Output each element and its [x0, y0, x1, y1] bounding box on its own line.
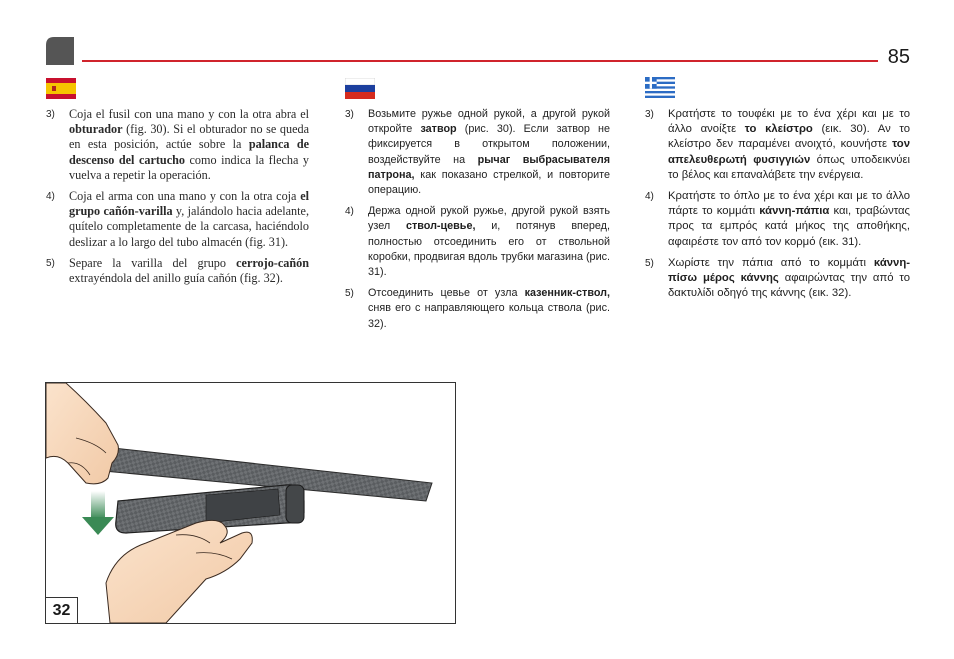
lower-hand: [106, 520, 252, 623]
greece-flag-icon: [645, 77, 675, 98]
figure-label: 32: [46, 597, 78, 623]
header-rule: [82, 60, 878, 62]
ru-step-3: 3) Возьмите ружье одной рукой, а другой рукой откройте затвор (рис. 30). Если затвор не фиксируется в открытом положении, воздействуйте на рычаг выбрасывателя патрона, как показано стрелкой, и повторите операцию.: [345, 108, 610, 197]
es-step-3: 3) Coja el fusil con una mano y con la otra abra el obturador (fig. 30). Si el obturador no se queda en esta posición, actúe sobre la palanca de descenso del cartucho como indica la flecha y vuelva a repetir la operación.: [46, 107, 310, 182]
upper-hand: [46, 383, 118, 484]
ru-step-5: 5) Отсоединить цевье от узла казенник-ствол, сняв его с направляющего кольца ствола (рис. 32).: [345, 287, 610, 330]
corner-tab-icon: [46, 37, 74, 65]
gr-step-3: 3) Κρατήστε το τουφέκι με το ένα χέρι και με το άλλο ανοίξτε το κλείστρο (εικ. 30). Αν το κλείστρο δεν παραμένει ανοιχτό, κουνήστε τον απελευθερωτή φυσιγγιών όπως υποδεικνύει το βέλος και επαναλάβετε την ενέργεια.: [645, 108, 910, 181]
es-step-5: 5) Separe la varilla del grupo cerrojo-cañón extrayéndola del anillo guía cañón (fig. 32).: [46, 255, 309, 286]
figure-32: [45, 382, 456, 624]
es-step-4: 4) Coja el arma con una mano y con la otra coja el grupo cañón-varilla y, jalándolo hacia adelante, quítelo completamente de la carcasa, haciéndolo deslizar a lo largo del tubo almacén (fig. 31).: [46, 189, 309, 249]
russia-flag-icon: [345, 78, 375, 99]
greek-column: [645, 107, 910, 307]
gr-step-5: 5) Χωρίστε την πάπια από το κομμάτι κάννη-πίσω μέρος κάννης αφαιρώντας την από το δακτυλίδι οδηγό της κάννης (εικ. 32).: [645, 256, 910, 300]
page-number: 85: [887, 46, 910, 68]
down-arrow-icon: [82, 491, 114, 535]
forend-removal-illustration: [46, 383, 455, 623]
spanish-column: [46, 107, 309, 292]
ru-step-4: 4) Держа одной рукой ружье, другой рукой взять узел ствол-цевье, и, потянув вперед, полностью отсоединить его от ствольной коробки, продвигая вдоль трубки магазина (рис. 31).: [345, 205, 610, 279]
spain-flag-icon: [46, 78, 76, 99]
gr-step-4: 4) Κρατήστε το όπλο με το ένα χέρι και με το άλλο πάρτε το κομμάτι κάννη-πάπια και, τραβώντας προς τα εμπρός κατά μήκος της αποθήκης, αφαιρέστε τον από τον κορμό (εικ. 31).: [645, 190, 910, 248]
russian-column: [345, 107, 610, 338]
